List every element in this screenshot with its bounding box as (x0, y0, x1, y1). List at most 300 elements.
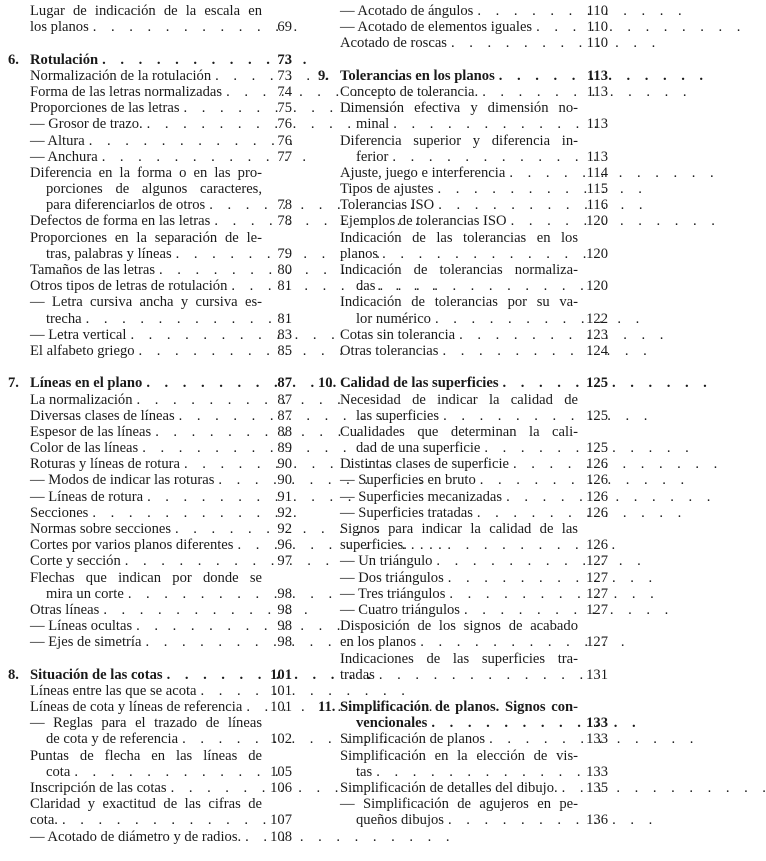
page-number: 83 (277, 326, 292, 343)
chapter-number (8, 197, 30, 213)
toc-section (8, 667, 292, 845)
entry-line (340, 294, 578, 310)
page-number: 110 (586, 3, 608, 19)
toc-entry (318, 764, 608, 780)
entry-text: queños dibujos (356, 812, 444, 829)
toc-entry (8, 764, 292, 780)
entry-line (30, 764, 262, 780)
entry-text: Otros tipos de letras de rotulación (30, 278, 228, 295)
entry-text: El alfabeto griego (30, 342, 135, 359)
toc-entry (8, 408, 292, 424)
entry-text: Lugar de indicación de la escala en (30, 3, 262, 19)
page-number-spacer (262, 3, 292, 19)
entry-line (340, 764, 578, 780)
chapter-number (318, 100, 340, 116)
chapter-number (8, 489, 30, 505)
entry-text: cota (46, 763, 71, 780)
entry-text: ferior (356, 148, 389, 165)
entry-line (30, 489, 262, 505)
page-number-spacer (578, 424, 608, 440)
page-number: 78 (277, 213, 292, 230)
entry-text: Ejemplos de tolerancias ISO (340, 213, 507, 230)
toc-entry (318, 19, 608, 35)
dot-leader (435, 311, 639, 327)
entry-text: Puntas de flecha en las líneas de (30, 747, 262, 764)
entry-text: Defectos de forma en las letras (30, 213, 211, 230)
entry-text: — Dos triángulos (340, 569, 444, 586)
page-number: 113 (586, 67, 608, 84)
page-number: 113 (586, 148, 608, 165)
page-number-spacer (578, 294, 608, 310)
chapter-number (8, 472, 30, 488)
toc-entry (8, 731, 292, 747)
page-number: 108 (270, 828, 292, 845)
toc-entry (8, 3, 292, 19)
toc-entry (318, 537, 608, 553)
toc-entry (8, 748, 292, 764)
page-number-spacer (578, 392, 608, 408)
dot-leader (379, 278, 583, 294)
entry-line (30, 456, 262, 472)
page-number-spacer (578, 618, 608, 634)
toc-entry (8, 586, 292, 602)
entry-text: Líneas de cota y líneas de referencia (30, 699, 243, 716)
toc-entry (8, 537, 292, 553)
entry-line (340, 440, 578, 456)
toc-entry (318, 294, 608, 310)
chapter-heading (8, 375, 292, 391)
dot-leader (136, 618, 340, 634)
entry-line (340, 181, 578, 197)
dot-leader (442, 343, 646, 359)
entry-text: Distintas clases de superficie (340, 456, 509, 473)
toc-entry (8, 230, 292, 246)
dot-leader (382, 246, 586, 262)
chapter-number (318, 521, 340, 537)
chapter-number (8, 456, 30, 472)
chapter-number (8, 748, 30, 764)
entry-text: Ajuste, juego e interferencia (340, 164, 506, 181)
page-number: 73 (277, 51, 292, 68)
chapter-number (8, 213, 30, 229)
toc-entry (318, 262, 608, 278)
entry-line (340, 667, 578, 683)
entry-line (30, 699, 262, 715)
page-number: 77 (277, 148, 292, 165)
toc-entry (8, 294, 292, 310)
entry-text: — Líneas de rotura (30, 488, 144, 505)
entry-line (30, 667, 262, 683)
toc-entry (8, 100, 292, 116)
entry-line (30, 3, 262, 19)
entry-line (30, 327, 262, 343)
entry-line (340, 731, 578, 747)
dot-leader (74, 764, 278, 780)
page-number: 107 (270, 812, 292, 829)
toc-entry (318, 343, 608, 359)
chapter-number (318, 327, 340, 343)
entry-line (30, 343, 262, 359)
page-number: 133 (586, 731, 608, 748)
entry-line (30, 618, 262, 634)
chapter-number (8, 505, 30, 521)
entry-line (30, 246, 262, 262)
entry-line (30, 311, 262, 327)
entry-text: superficies. (340, 537, 407, 554)
entry-line (340, 262, 578, 278)
chapter-number (8, 278, 30, 294)
entry-line (340, 19, 578, 35)
entry-line (340, 68, 578, 84)
toc-entry (318, 553, 608, 569)
page-number-spacer (578, 796, 608, 812)
chapter-number (318, 392, 340, 408)
page-number: 81 (277, 278, 292, 295)
page-number: 90 (277, 472, 292, 489)
chapter-number (8, 392, 30, 408)
entry-text: La normalización (30, 391, 133, 408)
page-number-spacer (262, 230, 292, 246)
toc-entry (318, 213, 608, 229)
chapter-number (8, 84, 30, 100)
page-number: 114 (586, 164, 608, 181)
toc-entry (8, 246, 292, 262)
toc-entry (318, 812, 608, 828)
chapter-number (318, 213, 340, 229)
entry-line (340, 3, 578, 19)
entry-line (30, 796, 262, 812)
dot-leader (128, 586, 332, 602)
entry-line (30, 116, 262, 132)
chapter-number (318, 602, 340, 618)
entry-line (340, 456, 578, 472)
toc-entry (8, 213, 292, 229)
toc-entry (318, 424, 608, 440)
page-number: 73 (277, 67, 292, 84)
toc-entry (8, 521, 292, 537)
toc-entry (318, 311, 608, 327)
entry-text: planos (340, 245, 379, 262)
page-number: 110 (586, 35, 608, 52)
toc-entry (318, 731, 608, 747)
entry-line (340, 521, 578, 537)
entry-text: das (356, 278, 376, 295)
entry-line (30, 213, 262, 229)
entry-text: minal (356, 116, 390, 133)
page-number: 81 (277, 310, 292, 327)
page-number: 120 (586, 278, 608, 295)
toc-entry (318, 618, 608, 634)
chapter-number (8, 780, 30, 796)
dot-leader (130, 327, 334, 343)
toc-entry (8, 618, 292, 634)
entry-text: — Letra vertical (30, 326, 127, 343)
entry-line (30, 424, 262, 440)
entry-text: Proporciones en la separación de le- (30, 229, 262, 246)
chapter-number (8, 181, 30, 197)
entry-text: — Letra cursiva ancha y cursiva es- (30, 294, 262, 311)
entry-text: Simplificación de planos. Signos con- (340, 699, 578, 716)
entry-line (30, 472, 262, 488)
page-number: 126 (586, 456, 608, 473)
page-number-spacer (262, 715, 292, 731)
chapter-number (8, 133, 30, 149)
toc-entry (8, 197, 292, 213)
entry-text: Color de las líneas (30, 440, 139, 457)
entry-line (30, 780, 262, 796)
entry-text: Indicación de tolerancias normaliza- (340, 262, 578, 278)
page-number: 135 (586, 780, 608, 796)
dot-leader (142, 440, 346, 456)
toc-entry (8, 796, 292, 812)
toc-entry (318, 197, 608, 213)
entry-line (340, 651, 578, 667)
dot-leader (448, 812, 652, 828)
entry-line (340, 246, 578, 262)
chapter-number (318, 667, 340, 683)
entry-text: dad de una superficie (356, 440, 481, 457)
toc-entry (8, 440, 292, 456)
page-number: 91 (277, 488, 292, 505)
toc-entry (318, 165, 608, 181)
toc-entry (8, 699, 292, 715)
entry-line (340, 230, 578, 246)
entry-text: Roturas y líneas de rotura (30, 456, 180, 473)
dot-leader (506, 489, 710, 505)
chapter-number (318, 764, 340, 780)
page-number: 120 (586, 245, 608, 262)
entry-line (30, 829, 262, 845)
entry-text: Claridad y exactitud de las cifras de (30, 796, 262, 813)
toc-entry (318, 408, 608, 424)
toc-entry (318, 181, 608, 197)
page-number: 96 (277, 537, 292, 554)
page-number: 102 (270, 731, 292, 748)
toc-section (318, 68, 608, 359)
entry-text: Otras tolerancias (340, 342, 439, 359)
dot-leader (393, 116, 597, 132)
toc-entry (8, 165, 292, 181)
chapter-heading (8, 667, 292, 683)
page-number: 89 (277, 440, 292, 457)
dot-leader (392, 149, 596, 165)
chapter-number: 8. (8, 666, 19, 683)
entry-line (30, 165, 262, 181)
dot-leader (536, 19, 740, 35)
entry-line (340, 84, 578, 100)
dot-leader (137, 392, 341, 408)
chapter-number (8, 19, 30, 35)
dot-leader (443, 408, 647, 424)
page-number: 110 (586, 19, 608, 36)
chapter-heading (318, 699, 608, 715)
chapter-number (318, 748, 340, 764)
toc-entry (8, 570, 292, 586)
entry-text: Secciones (30, 504, 89, 521)
entry-line (340, 780, 578, 796)
entry-line (340, 553, 578, 569)
dot-leader (436, 553, 640, 569)
toc-section (318, 3, 608, 52)
chapter-number (318, 505, 340, 521)
entry-line (340, 35, 578, 51)
entry-text: de cota y de referencia (46, 731, 179, 748)
chapter-number (318, 553, 340, 569)
chapter-number (8, 796, 30, 812)
page-number-spacer (262, 294, 292, 310)
chapter-number (318, 634, 340, 650)
chapter-number (8, 812, 30, 828)
page-number: 106 (270, 780, 292, 796)
entry-text: Corte y sección (30, 553, 121, 570)
entry-text: Simplificación en la elección de vis- (340, 747, 578, 764)
page-number: 125 (586, 375, 608, 392)
entry-line (340, 100, 578, 116)
entry-line (340, 213, 578, 229)
toc-section (8, 52, 292, 360)
toc-entry (8, 505, 292, 521)
page-number: 124 (586, 342, 608, 359)
chapter-number (8, 294, 30, 310)
entry-line (30, 181, 262, 197)
toc-section (318, 375, 608, 683)
chapter-number (8, 116, 30, 132)
chapter-number (8, 634, 30, 650)
entry-text: Simplificación de planos (340, 731, 486, 748)
page-number: 76 (277, 116, 292, 133)
chapter-number (8, 764, 30, 780)
page-number: 92 (277, 521, 292, 537)
toc-entry (8, 683, 292, 699)
chapter-number (318, 586, 340, 602)
toc-entry (318, 748, 608, 764)
toc-entry (8, 19, 292, 35)
toc-section (8, 375, 292, 650)
entry-text: Inscripción de las cotas (30, 780, 167, 796)
entry-line (30, 683, 262, 699)
chapter-number (318, 165, 340, 181)
entry-line (30, 100, 262, 116)
dot-leader (464, 602, 668, 618)
dot-leader (448, 570, 652, 586)
chapter-number: 11. (318, 699, 336, 716)
entry-text: Situación de las cotas (30, 666, 163, 683)
toc-entry (318, 586, 608, 602)
entry-text: tas (356, 763, 373, 780)
entry-text: Espesor de las líneas (30, 423, 152, 440)
entry-line (340, 343, 578, 359)
chapter-number (318, 311, 340, 327)
chapter-number (318, 780, 340, 796)
chapter-number (8, 829, 30, 845)
toc-entry (8, 68, 292, 84)
chapter-number (8, 408, 30, 424)
page-number: 113 (586, 83, 608, 100)
chapter-heading (318, 715, 608, 731)
chapter-number (8, 3, 30, 19)
page-number: 131 (586, 666, 608, 683)
entry-line (340, 116, 578, 132)
page-number: 125 (586, 440, 608, 457)
entry-line (30, 68, 262, 84)
entry-text: las superficies (356, 407, 440, 424)
chapter-number (318, 149, 340, 165)
entry-line (30, 748, 262, 764)
page-number-spacer (262, 570, 292, 586)
chapter-number (318, 19, 340, 35)
toc-entry (8, 311, 292, 327)
entry-text: — Ejes de simetría (30, 634, 142, 651)
toc-entry (8, 327, 292, 343)
page-number: 87 (277, 391, 292, 408)
entry-line (340, 715, 578, 731)
entry-text: — Anchura (30, 148, 98, 165)
entry-line (340, 748, 578, 764)
entry-text: Líneas en el plano (30, 375, 143, 392)
entry-line (30, 408, 262, 424)
entry-text: Diferencia superior y diferencia in- (340, 132, 578, 149)
entry-line (30, 731, 262, 747)
entry-text: Disposición de los signos de acabado (340, 618, 578, 635)
page-number: 92 (277, 504, 292, 521)
page-number: 75 (277, 100, 292, 117)
page-number-spacer (578, 748, 608, 764)
chapter-number (8, 537, 30, 553)
page-number: 127 (586, 569, 608, 586)
entry-text: Cortes por varios planos diferentes (30, 537, 234, 554)
chapter-number (8, 246, 30, 262)
entry-line (30, 392, 262, 408)
entry-text: trecha (46, 310, 82, 327)
entry-line (340, 618, 578, 634)
chapter-number (318, 489, 340, 505)
page-number-spacer (578, 521, 608, 537)
entry-line (340, 392, 578, 408)
dot-leader (86, 311, 290, 327)
entry-line (340, 472, 578, 488)
page-number: 116 (586, 197, 608, 214)
entry-text: Tamaños de las letras (30, 262, 156, 278)
toc-entry (8, 278, 292, 294)
page-number-spacer (262, 181, 292, 197)
toc-entry (318, 3, 608, 19)
chapter-number (8, 521, 30, 537)
toc-entry (318, 570, 608, 586)
toc-entry (8, 133, 292, 149)
page-number-spacer (262, 165, 292, 181)
chapter-number: 9. (318, 67, 329, 84)
chapter-number (318, 440, 340, 456)
entry-line (340, 311, 578, 327)
dot-leader (62, 812, 266, 828)
page-number-spacer (262, 748, 292, 764)
chapter-number (8, 68, 30, 84)
chapter-number (318, 715, 340, 731)
entry-text: Signos para indicar la calidad de las (340, 521, 578, 537)
entry-text: Concepto de tolerancia. (340, 83, 479, 100)
entry-line (30, 553, 262, 569)
dot-leader (379, 667, 583, 683)
toc-entry (318, 392, 608, 408)
entry-line (340, 570, 578, 586)
toc-entry (318, 116, 608, 132)
page-number-spacer (578, 262, 608, 278)
toc-column-right (318, 3, 608, 845)
entry-line (30, 294, 262, 310)
entry-text: Diferencia en la forma o en las pro- (30, 164, 262, 181)
entry-line (30, 230, 262, 246)
entry-text: Indicación de las tolerancias en los (340, 229, 578, 246)
